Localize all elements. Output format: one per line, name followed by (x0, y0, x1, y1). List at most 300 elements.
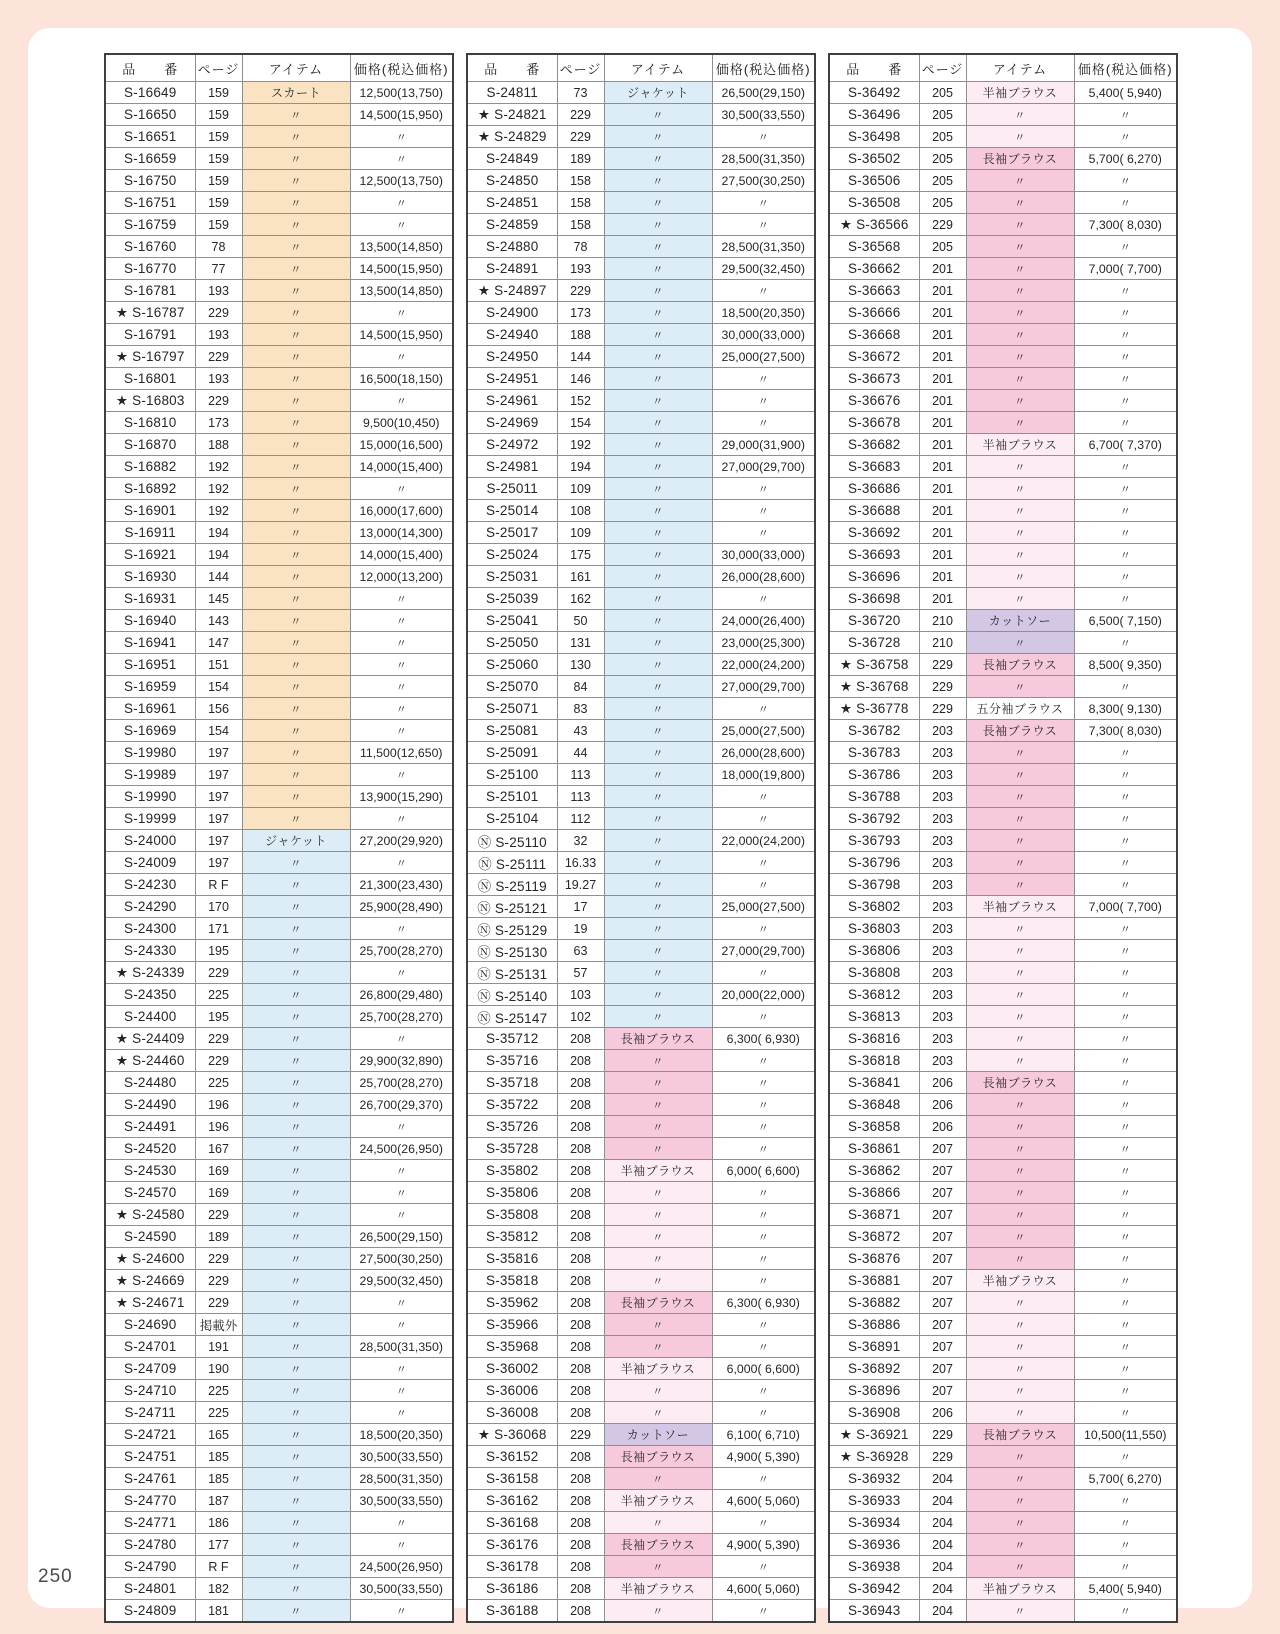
price-cell (1074, 236, 1177, 258)
ditto-mark: 〃 (652, 813, 664, 826)
ditto-mark: 〃 (757, 1517, 769, 1530)
table-row (829, 632, 1177, 654)
product-number-cell: S-36178 (467, 1556, 557, 1578)
table-row (829, 896, 1177, 918)
ditto-mark: 〃 (1119, 1539, 1131, 1552)
ditto-mark: 〃 (757, 395, 769, 408)
price-cell: 22,000(24,200) (712, 830, 815, 852)
ditto-mark: 〃 (757, 527, 769, 540)
item-cell (242, 1072, 350, 1094)
table-row (829, 874, 1177, 896)
item-cell: 長袖ブラウス (604, 1534, 712, 1556)
ditto-mark: 〃 (1119, 417, 1131, 430)
price-cell (1074, 368, 1177, 390)
table-row (467, 412, 815, 434)
page-number-cell: 205 (919, 82, 966, 104)
table-row (829, 830, 1177, 852)
ditto-mark: 〃 (757, 857, 769, 870)
product-number-cell: S-25031 (467, 566, 557, 588)
price-cell: 30,500(33,550) (712, 104, 815, 126)
ditto-mark: 〃 (757, 1253, 769, 1266)
ditto-mark: 〃 (1014, 329, 1026, 342)
item-cell (604, 280, 712, 302)
ditto-mark: 〃 (1119, 1011, 1131, 1024)
page-number-cell: 229 (919, 654, 966, 676)
price-cell: 30,500(33,550) (350, 1446, 453, 1468)
product-number-cell: S-36891 (829, 1336, 919, 1358)
ditto-mark: 〃 (1119, 1099, 1131, 1112)
ditto-mark: 〃 (652, 615, 664, 628)
ditto-mark: 〃 (1119, 747, 1131, 760)
product-number-cell: S-16751 (105, 192, 195, 214)
ditto-mark: 〃 (290, 1253, 302, 1266)
price-cell: 6,100( 6,710) (712, 1424, 815, 1446)
table-row (829, 742, 1177, 764)
price-cell (1074, 676, 1177, 698)
ditto-mark: 〃 (652, 131, 664, 144)
page-number-cell: 229 (919, 214, 966, 236)
table-row (829, 1314, 1177, 1336)
table-row (467, 82, 815, 104)
page-number-cell: 177 (195, 1534, 242, 1556)
ditto-mark: 〃 (290, 593, 302, 606)
ditto-mark: 〃 (1119, 1033, 1131, 1046)
page-number-cell: 229 (557, 280, 604, 302)
item-cell (966, 1292, 1074, 1314)
ditto-mark: 〃 (757, 923, 769, 936)
item-cell (604, 302, 712, 324)
ditto-mark: 〃 (290, 725, 302, 738)
item-cell (604, 720, 712, 742)
page-number-cell: 185 (195, 1446, 242, 1468)
product-number-cell: S-36881 (829, 1270, 919, 1292)
item-cell (604, 148, 712, 170)
product-number-cell: S-16750 (105, 170, 195, 192)
table-row (829, 1292, 1177, 1314)
page-number-cell: 203 (919, 896, 966, 918)
item-cell (242, 456, 350, 478)
ditto-mark: 〃 (757, 219, 769, 232)
table-row (105, 874, 453, 896)
table-row (467, 148, 815, 170)
table-row (829, 698, 1177, 720)
price-cell (350, 1116, 453, 1138)
table-row (829, 456, 1177, 478)
product-number-cell: ★ S-16803 (105, 390, 195, 412)
product-number-cell: S-16941 (105, 632, 195, 654)
price-cell (1074, 830, 1177, 852)
product-number-cell: S-25011 (467, 478, 557, 500)
item-cell (966, 1050, 1074, 1072)
ditto-mark: 〃 (1119, 395, 1131, 408)
page-number-cell: 84 (557, 676, 604, 698)
item-cell: ジャケット (242, 830, 350, 852)
page-number-cell: 203 (919, 918, 966, 940)
page-number-cell: 192 (195, 456, 242, 478)
col-header-price: 価格(税込価格) (712, 54, 815, 82)
price-cell: 14,500(15,950) (350, 324, 453, 346)
table-row (467, 676, 815, 698)
ditto-mark: 〃 (290, 439, 302, 452)
page-number-cell: 204 (919, 1600, 966, 1623)
item-cell (604, 214, 712, 236)
price-cell (1074, 1072, 1177, 1094)
table-row (105, 632, 453, 654)
price-cell (1074, 1182, 1177, 1204)
ditto-mark: 〃 (757, 703, 769, 716)
item-cell: 半袖ブラウス (604, 1490, 712, 1512)
ditto-mark: 〃 (652, 417, 664, 430)
ditto-mark: 〃 (290, 1517, 302, 1530)
ditto-mark: 〃 (652, 659, 664, 672)
ditto-mark: 〃 (1014, 769, 1026, 782)
price-cell: 13,900(15,290) (350, 786, 453, 808)
item-cell (242, 896, 350, 918)
product-number-cell: S-24770 (105, 1490, 195, 1512)
price-cell (1074, 1028, 1177, 1050)
ditto-mark: 〃 (1014, 945, 1026, 958)
ditto-mark: 〃 (1119, 1341, 1131, 1354)
ditto-mark: 〃 (1119, 307, 1131, 320)
ditto-mark: 〃 (290, 747, 302, 760)
ditto-mark: 〃 (652, 593, 664, 606)
product-number-cell: S-24972 (467, 434, 557, 456)
item-cell (604, 698, 712, 720)
item-cell (242, 390, 350, 412)
product-number-cell: S-36792 (829, 808, 919, 830)
price-cell: 6,500( 7,150) (1074, 610, 1177, 632)
table-row (467, 1600, 815, 1623)
page-number-cell: 154 (195, 676, 242, 698)
header-row (105, 54, 453, 82)
page-number-cell: 169 (195, 1182, 242, 1204)
table-row (467, 808, 815, 830)
page-number-cell: 57 (557, 962, 604, 984)
price-cell: 27,000(29,700) (712, 676, 815, 698)
ditto-mark: 〃 (652, 197, 664, 210)
ditto-mark: 〃 (1119, 131, 1131, 144)
table-row (829, 1578, 1177, 1600)
price-cell (1074, 1600, 1177, 1623)
price-table-right (828, 53, 1178, 1623)
price-cell (350, 148, 453, 170)
ditto-mark: 〃 (1119, 1495, 1131, 1508)
item-cell (966, 368, 1074, 390)
item-cell (966, 764, 1074, 786)
item-cell (242, 1512, 350, 1534)
item-cell (242, 1578, 350, 1600)
price-cell: 12,500(13,750) (350, 170, 453, 192)
product-number-cell: S-36938 (829, 1556, 919, 1578)
ditto-mark: 〃 (290, 1011, 302, 1024)
table-row (105, 302, 453, 324)
item-cell (242, 170, 350, 192)
product-number-cell: S-16810 (105, 412, 195, 434)
page-number-cell: 201 (919, 588, 966, 610)
page-number-cell: 203 (919, 984, 966, 1006)
page-number-cell: 185 (195, 1468, 242, 1490)
price-cell (350, 698, 453, 720)
ditto-mark: 〃 (395, 681, 407, 694)
product-number-cell: S-36942 (829, 1578, 919, 1600)
product-number-cell: S-24900 (467, 302, 557, 324)
table-row (467, 192, 815, 214)
col-header-item: アイテム (242, 54, 350, 82)
page-number-cell: 229 (919, 676, 966, 698)
item-cell (242, 786, 350, 808)
item-cell (966, 830, 1074, 852)
item-cell (966, 1138, 1074, 1160)
item-cell: 半袖ブラウス (604, 1358, 712, 1380)
price-cell: 16,500(18,150) (350, 368, 453, 390)
page-number-cell: 77 (195, 258, 242, 280)
page-number-cell: 208 (557, 1226, 604, 1248)
product-number-cell: S-36492 (829, 82, 919, 104)
item-cell (242, 1160, 350, 1182)
item-cell (966, 1226, 1074, 1248)
price-cell: 4,900( 5,390) (712, 1446, 815, 1468)
price-cell (712, 1336, 815, 1358)
product-number-cell: S-25070 (467, 676, 557, 698)
ditto-mark: 〃 (652, 439, 664, 452)
table-row (829, 1094, 1177, 1116)
item-cell (604, 1468, 712, 1490)
table-row (467, 258, 815, 280)
ditto-mark: 〃 (1014, 989, 1026, 1002)
table-row (105, 390, 453, 412)
product-number-cell: S-36798 (829, 874, 919, 896)
product-number-cell: Ⓝ S-25129 (467, 918, 557, 940)
page-number-cell: 196 (195, 1116, 242, 1138)
item-cell (604, 390, 712, 412)
product-number-cell: ★ S-36921 (829, 1424, 919, 1446)
table-row (829, 1446, 1177, 1468)
product-number-cell: S-24480 (105, 1072, 195, 1094)
page-number-cell: 103 (557, 984, 604, 1006)
ditto-mark: 〃 (652, 879, 664, 892)
table-row (829, 1116, 1177, 1138)
product-number-cell: Ⓝ S-25131 (467, 962, 557, 984)
product-number-cell: S-36943 (829, 1600, 919, 1623)
price-cell (1074, 478, 1177, 500)
item-cell (604, 1094, 712, 1116)
table-row (105, 830, 453, 852)
page-number-cell: 229 (195, 1050, 242, 1072)
table-row (105, 192, 453, 214)
item-cell (966, 1446, 1074, 1468)
price-cell (712, 412, 815, 434)
ditto-mark: 〃 (1119, 197, 1131, 210)
ditto-mark: 〃 (652, 1231, 664, 1244)
page-number-cell: 207 (919, 1358, 966, 1380)
table-row (467, 1292, 815, 1314)
ditto-mark: 〃 (290, 901, 302, 914)
item-cell (966, 1358, 1074, 1380)
item-cell (966, 676, 1074, 698)
page-number-cell: 158 (557, 192, 604, 214)
product-number-cell: S-36802 (829, 896, 919, 918)
page-number-cell: 225 (195, 984, 242, 1006)
ditto-mark: 〃 (290, 791, 302, 804)
item-cell (604, 258, 712, 280)
page-number-cell: 208 (557, 1028, 604, 1050)
table-row (105, 1534, 453, 1556)
ditto-mark: 〃 (290, 1187, 302, 1200)
item-cell (242, 1468, 350, 1490)
item-cell (242, 1424, 350, 1446)
ditto-mark: 〃 (652, 923, 664, 936)
table-row (829, 720, 1177, 742)
page-number-cell: 204 (919, 1490, 966, 1512)
table-row (467, 1358, 815, 1380)
page-number-cell: 152 (557, 390, 604, 412)
item-cell (604, 588, 712, 610)
col-header-page: ページ (557, 54, 604, 82)
page-number-cell: 208 (557, 1600, 604, 1623)
item-cell: 長袖ブラウス (604, 1446, 712, 1468)
ditto-mark: 〃 (290, 307, 302, 320)
table-row (829, 170, 1177, 192)
product-number-cell: S-36908 (829, 1402, 919, 1424)
table-row (105, 720, 453, 742)
ditto-mark: 〃 (290, 1143, 302, 1156)
table-row (105, 148, 453, 170)
ditto-mark: 〃 (290, 615, 302, 628)
table-row (467, 126, 815, 148)
product-number-cell: Ⓝ S-25110 (467, 830, 557, 852)
ditto-mark: 〃 (652, 505, 664, 518)
page-number-cell: 158 (557, 170, 604, 192)
ditto-mark: 〃 (757, 879, 769, 892)
price-cell (350, 720, 453, 742)
price-cell (1074, 1292, 1177, 1314)
table-row (467, 742, 815, 764)
table-row (105, 1006, 453, 1028)
item-cell (604, 918, 712, 940)
item-cell (242, 742, 350, 764)
price-cell: 14,500(15,950) (350, 258, 453, 280)
item-cell (242, 412, 350, 434)
ditto-mark: 〃 (1119, 483, 1131, 496)
table-row (467, 1446, 815, 1468)
table-row (105, 1292, 453, 1314)
page-number-cell: 205 (919, 192, 966, 214)
table-row (829, 786, 1177, 808)
price-cell (1074, 104, 1177, 126)
product-number-cell: S-36506 (829, 170, 919, 192)
product-number-cell: Ⓝ S-25111 (467, 852, 557, 874)
item-cell (242, 500, 350, 522)
product-number-cell: S-16959 (105, 676, 195, 698)
ditto-mark: 〃 (1014, 1495, 1026, 1508)
product-number-cell: S-24230 (105, 874, 195, 896)
ditto-mark: 〃 (1119, 1297, 1131, 1310)
price-cell: 13,500(14,850) (350, 236, 453, 258)
price-cell (350, 1204, 453, 1226)
product-number-cell: S-24709 (105, 1358, 195, 1380)
product-number-cell: S-16781 (105, 280, 195, 302)
page-number-cell: 207 (919, 1182, 966, 1204)
page-number-cell: 175 (557, 544, 604, 566)
item-cell (604, 1600, 712, 1623)
price-cell (1074, 632, 1177, 654)
product-number-cell: S-36676 (829, 390, 919, 412)
price-cell (350, 214, 453, 236)
product-number-cell: S-36692 (829, 522, 919, 544)
item-cell (966, 808, 1074, 830)
product-number-cell: S-24780 (105, 1534, 195, 1556)
ditto-mark: 〃 (290, 373, 302, 386)
ditto-mark: 〃 (757, 1209, 769, 1222)
item-cell (966, 852, 1074, 874)
product-number-cell: S-36186 (467, 1578, 557, 1600)
product-number-cell: S-36936 (829, 1534, 919, 1556)
table-row (105, 1446, 453, 1468)
product-number-cell: S-36892 (829, 1358, 919, 1380)
price-cell: 6,000( 6,600) (712, 1160, 815, 1182)
table-row (829, 1028, 1177, 1050)
ditto-mark: 〃 (1014, 241, 1026, 254)
price-cell (1074, 280, 1177, 302)
item-cell (242, 1314, 350, 1336)
page-number-cell: 201 (919, 346, 966, 368)
ditto-mark: 〃 (652, 549, 664, 562)
item-cell (966, 1512, 1074, 1534)
page-number-cell: 207 (919, 1292, 966, 1314)
item-cell (604, 654, 712, 676)
price-cell (350, 632, 453, 654)
table-row (829, 1534, 1177, 1556)
ditto-mark: 〃 (1119, 857, 1131, 870)
page-number-cell: 173 (557, 302, 604, 324)
table-row (105, 1358, 453, 1380)
product-number-cell: S-24590 (105, 1226, 195, 1248)
item-cell (604, 1072, 712, 1094)
page-number-cell: 19.27 (557, 874, 604, 896)
price-cell (712, 1050, 815, 1072)
price-cell: 14,000(15,400) (350, 544, 453, 566)
ditto-mark: 〃 (290, 1121, 302, 1134)
page-number-cell: 201 (919, 368, 966, 390)
table-row (105, 1424, 453, 1446)
product-number-cell: S-36720 (829, 610, 919, 632)
product-number-cell: ★ S-24671 (105, 1292, 195, 1314)
ditto-mark: 〃 (1119, 1121, 1131, 1134)
item-cell (604, 610, 712, 632)
ditto-mark: 〃 (652, 395, 664, 408)
product-number-cell: S-36812 (829, 984, 919, 1006)
table-row (829, 82, 1177, 104)
price-cell: 27,000(29,700) (712, 456, 815, 478)
item-cell (604, 192, 712, 214)
item-cell: ジャケット (604, 82, 712, 104)
product-number-cell: S-24950 (467, 346, 557, 368)
ditto-mark: 〃 (1119, 351, 1131, 364)
item-cell (242, 566, 350, 588)
item-cell (966, 984, 1074, 1006)
ditto-mark: 〃 (290, 329, 302, 342)
product-number-cell: S-36848 (829, 1094, 919, 1116)
ditto-mark: 〃 (1119, 1253, 1131, 1266)
price-cell: 5,700( 6,270) (1074, 1468, 1177, 1490)
product-number-cell: S-25100 (467, 764, 557, 786)
product-number-cell: S-16961 (105, 698, 195, 720)
table-row (105, 522, 453, 544)
item-cell: 半袖ブラウス (966, 434, 1074, 456)
item-cell: スカート (242, 82, 350, 104)
ditto-mark: 〃 (1119, 1561, 1131, 1574)
price-cell: 29,500(32,450) (712, 258, 815, 280)
